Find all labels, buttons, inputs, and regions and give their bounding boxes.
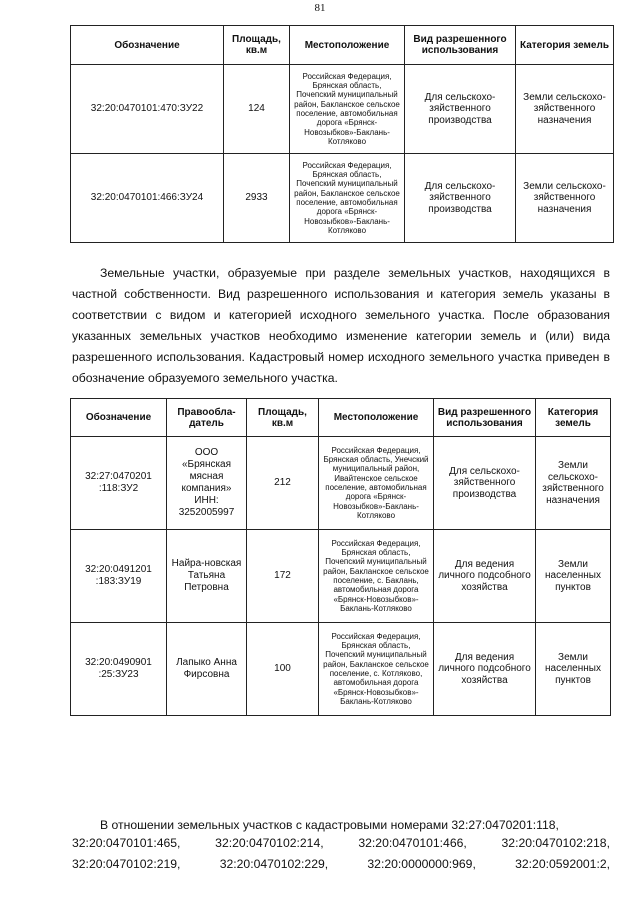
cell-land-category: Земли населенных пунктов xyxy=(536,530,611,623)
table-row xyxy=(71,437,611,530)
cell-designation: 32:20:0491201 :183:ЗУ19 xyxy=(71,530,167,623)
cadastral-number: 32:20:0000000:969, xyxy=(367,857,476,871)
table-row xyxy=(71,154,614,243)
cell-permitted-use: Для ведения личного подсобного хозяйства xyxy=(434,623,536,716)
col-header-designation: Обозначение xyxy=(71,399,167,437)
cell-permitted-use: Для сельскохо-зяйственного производства xyxy=(434,437,536,530)
cell-owner: Найра-новская Татьяна Петровна xyxy=(167,530,247,623)
cadastral-number: 32:20:0592001:2, xyxy=(515,857,610,871)
cell-location: Российская Федерация, Брянская область, Почепский муниципальный район, Бакланское сельское поселение, автомобильная дорога «Брянск-Новозыбков»-Баклань-Котляково xyxy=(290,154,405,243)
cadastral-number: 32:20:0470101:466, xyxy=(358,836,467,850)
cell-designation: 32:20:0490901 :25:ЗУ23 xyxy=(71,623,167,716)
cell-owner: Лапыко Анна Фирсовна xyxy=(167,623,247,716)
cell-owner: ООО «Брянская мясная компания» ИНН: 3252005997 xyxy=(167,437,247,530)
table-row xyxy=(71,623,611,716)
table-header-row xyxy=(71,26,614,65)
cell-permitted-use: Для ведения личного подсобного хозяйства xyxy=(434,530,536,623)
cell-location: Российская Федерация, Брянская область, Почепский муниципальный район, Бакланское сельское поселение, автомобильная дорога «Брянск-Новозыбков»-Баклань-Котляково xyxy=(290,65,405,154)
table-row xyxy=(71,530,611,623)
paragraph-cadastral-numbers-intro: В отношении земельных участков с кадастровыми номерами 32:27:0470201:118, xyxy=(100,818,559,832)
cadastral-number: 32:20:0470102:218, xyxy=(501,836,610,850)
col-header-permitted-use: Вид разрешенного использования xyxy=(434,399,536,437)
cell-area: 124 xyxy=(224,65,290,154)
parcels-table-1 xyxy=(70,25,614,243)
col-header-permitted-use: Вид разрешенного использования xyxy=(405,26,516,65)
paragraph-split-parcels: Земельные участки, образуемые при разделе земельных участков, находящихся в частной собственности. Вид разрешенного использования и категория земель указаны в соответствии с видом и категорией исходного земельного участка. После образования указанных земельных участков необходимо изменение категории земель и (или) вида разрешенного использования. Кадастровый номер исходного земельного участка приведен в обозначение образуемого земельного участка. xyxy=(72,266,610,385)
cell-designation: 32:20:0470101:466:ЗУ24 xyxy=(71,154,224,243)
col-header-location: Местоположение xyxy=(290,26,405,65)
cell-area: 100 xyxy=(247,623,319,716)
cell-land-category: Земли сельскохо-зяйственного назначения xyxy=(516,154,614,243)
cadastral-numbers-line-2 xyxy=(72,857,610,871)
col-header-area: Площадь, кв.м xyxy=(224,26,290,65)
col-header-owner: Правообла-датель xyxy=(167,399,247,437)
cell-location: Российская Федерация, Брянская область, Унечский муниципальный район, Ивайтенское сельское поселение, автомобильная дорога «Брянск-Новозыбков»-Баклань-Котляково xyxy=(319,437,434,530)
cell-location: Российская Федерация, Брянская область, Почепский муниципальный район, Бакланское сельское поселение, с. Баклань, автомобильная дорога «Брянск-Новозыбков»-Баклань-Котляково xyxy=(319,530,434,623)
cadastral-number: 32:20:0470102:219, xyxy=(72,857,181,871)
cadastral-number: 32:20:0470102:214, xyxy=(215,836,324,850)
col-header-land-category: Категория земель xyxy=(516,26,614,65)
table-header-row xyxy=(71,399,611,437)
cadastral-numbers-line-1 xyxy=(72,836,610,850)
cell-permitted-use: Для сельскохо-зяйственного производства xyxy=(405,65,516,154)
page-number: 81 xyxy=(314,2,326,14)
col-header-designation: Обозначение xyxy=(71,26,224,65)
cell-designation: 32:27:0470201 :118:ЗУ2 xyxy=(71,437,167,530)
cell-area: 2933 xyxy=(224,154,290,243)
cadastral-number: 32:20:0470101:465, xyxy=(72,836,181,850)
col-header-land-category: Категория земель xyxy=(536,399,611,437)
col-header-location: Местоположение xyxy=(319,399,434,437)
cell-location: Российская Федерация, Брянская область, Почепский муниципальный район, Бакланское сельское поселение, с. Котляково, автомобильная дорога «Брянск-Новозыбков»-Баклань-Котляково xyxy=(319,623,434,716)
cell-permitted-use: Для сельскохо-зяйственного производства xyxy=(405,154,516,243)
parcels-table-2 xyxy=(70,398,611,716)
cell-area: 172 xyxy=(247,530,319,623)
cell-land-category: Земли населенных пунктов xyxy=(536,623,611,716)
cell-area: 212 xyxy=(247,437,319,530)
cell-land-category: Земли сельскохо-зяйственного назначения xyxy=(536,437,611,530)
cell-designation: 32:20:0470101:470:ЗУ22 xyxy=(71,65,224,154)
cadastral-number: 32:20:0470102:229, xyxy=(219,857,329,871)
col-header-area: Площадь, кв.м xyxy=(247,399,319,437)
cell-land-category: Земли сельскохо-зяйственного назначения xyxy=(516,65,614,154)
table-row xyxy=(71,65,614,154)
